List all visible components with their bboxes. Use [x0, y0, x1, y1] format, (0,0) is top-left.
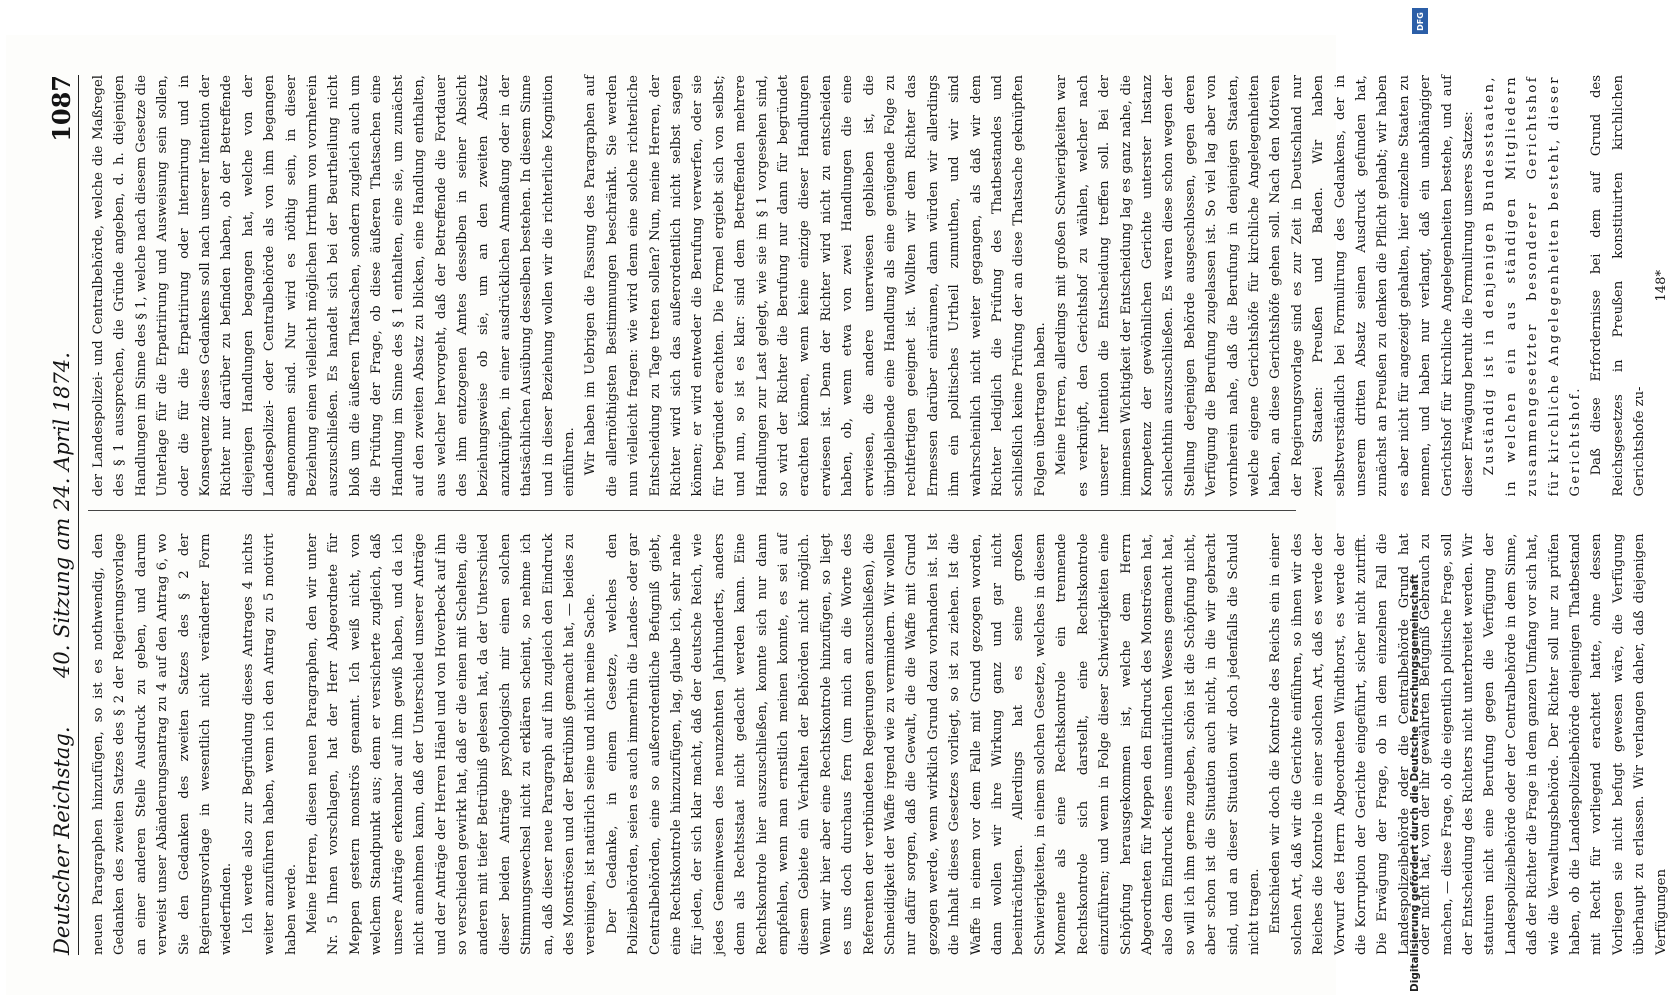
paragraph: der Landespolizei- und Centralbehörde, welche die Maßregel des § 1 aussprechen, die Gründe angeben, d. h. diejenigen Handlungen im Sinne des § 1, welche nach diesem Gesetze die Unterlage für die Erpatriirung und Ausweisung sein sollen, oder die für die Erpatriirung oder Internirung und in Konsequenz dieses Gedankens soll nach unserer Intention der Richter nur darüber zu befinden haben, ob der Betreffende diejenigen Handlungen begangen hat, welche von der Landespolizei- oder Centralbehörde als von ihm begangen angenommen sind. Nur wird es nöthig sein, in dieser Beziehung einen vielleicht möglichen Irrthum von vornherein auszuschließen. Es handelt sich bei der Beurtheilung nicht bloß um die äußeren Thatsachen, sondern zugleich auch um die Prüfung der Frage, ob diese äußeren Thatsachen eine Handlung im Sinne des § 1 enthalten, eine sie, um zunächst auf den zweiten Absatz zu blicken, eine Handlung enthalten, aus welcher hervorgeht, daß der Betreffende die Fortdauer des ihm entzogenen Amtes desselben in seiner Absicht beziehungsweise ob sie, um an den zweiten Absatz anzuknüpfen, in einer ausdrücklichen Anmaßung oder in der thatsächlichen Ausübung desselben bestehen. In diesem Sinne und in dieser Beziehung wollen wir die richterliche Kognition einführen.: [91, 75, 577, 497]
paragraph: Der Gedanke, in einem Gesetze, welches den Polizeibehörden, seien es auch immerhin die Landes- oder gar Centralbehörden, eine so außerordentliche Befugniß giebt, eine Rechtskontrole hinzuzufügen, lag, glaube ich, sehr nahe für jeden, der sich klar macht, daß der deutsche Reich, wie jedes Gemeinwesen des neunzehnten Jahrhunderts, anders denn als Rechtsstaat nicht gedacht werden kann. Eine Rechtskontrole hier auszuschließen, konnte sich nur dann empfehlen, wenn man ernstlich meinen konnte, es sei auf diesem Gebiete ein Verhalten der Behörden nicht möglich. Wenn wir hier aber eine Rechtskontrole hinzufügen, so liegt es uns doch durchaus fern (um mich an die Worte des Referenten der verbündeten Regierungen anzuschließen), die Schneidigkeit der Waffe irgend wie zu vermindern. Wir wollen nur dafür sorgen, daß die Gewalt, die die Waffe mit Grund gezogen werde, wenn wirklich Grund dazu vorhanden ist. Ist die Inhalt dieses Gesetzes vorliegt, so ist zu ziehen. Ist die Waffe in einem vor dem Falle mit Grund gezogen worden, dann wollen wir ihre Wirkung ganz und gar nicht beeinträchtigen. Allerdings hat es seine großen Schwierigkeiten, in einem solchen Gesetze, welches in diesem Momente als eine Rechtskontrole ein trennende Rechtskontrole sich darstellt, eine Rechtskontrole einzuführen; und wenn in Folge dieser Schwierigkeiten eine Schöpfung herausgekommen ist, welche dem Herrn Abgeordneten für Meppen den Eindruck des Monströsen hat, also dem Eindruck eines unnatürlichen Wesens gemacht hat, so will ich ihm gerne zugeben, schön ist die Schöpfung nicht, aber schon ist die Situation auch nicht, in die wir gebracht sind, und an dieser Situation wir doch jedenfalls die Schuld nicht tragen.: [604, 533, 1262, 955]
dfg-logo-text: DFG: [1415, 11, 1425, 31]
right-column: [88, 75, 1669, 512]
paragraph: Ich werde also zur Begründung dieses Antrages 4 nichts weiter anzuführen haben, wenn ich den Antrag zu 5 motivirt haben werde.: [240, 533, 299, 955]
page-number: 1087: [47, 75, 76, 142]
paragraph: Entschieden wir doch die Kontrole des Reichs ein in einer solchen Art, daß wir die Gerichte einführen, so ihnen wir des Reiches die Kontrole in einer solchen Art, daß es werde der Vorwurf des Herrn Abgeordneten Windthorst, es werde der die Korruption der Gerichte eingeführt, sicher nicht zutrifft. Die Erwägung der Frage, ob in dem einzelnen Fall die Landespolizeibehörde oder die Centralbehörde Grund hat oder nicht hat, von der ihr gewährten Befugniß Gebrauch zu machen, — diese Frage, ob die eigentlich politische Frage, soll der Entscheidung des Richters nicht unterbreitet werden. Wir statuiren nicht eine Berufung gegen die Verfügung der Landespolizeibehörde oder der Centralbehörde in dem Sinne, daß der Richter die Frage in dem ganzen Umfang vor sich hat, wie die Verwaltungsbehörde. Der Richter soll nur zu prüfen haben, ob die Landespolizeibehörde denjenigen Thatbestand mit Recht für vorliegend erachtet hatte, ohne dessen Vorliegen sie nicht befugt gewesen wäre, die Verfügung überhaupt zu erlassen. Wir verlangen daher, daß diejenigen Verfügungen: [1268, 533, 1669, 955]
paragraph: Daß diese Erfordernisse bei dem auf Grund des Reichsgesetzes in Preußen konstituirten kirchlichen Gerichtshofe zu-: [1589, 75, 1648, 497]
paragraph: neuen Paragraphen hinzufügen, so ist es nothwendig, den Gedanken des zweiten Satzes des § 2 der Regierungsvorlage an einer anderen Stelle Ausdruck zu geben, und darum verweist unser Abänderungsantrag zu 4 auf den Antrag 6, wo Sie den Gedanken des zweiten Satzes des § 2 der Regierungsvorlage in wesentlich nicht veränderter Form wiederfinden.: [91, 533, 235, 955]
running-head: [46, 75, 79, 955]
header-title: Deutscher Reichstag.: [50, 726, 74, 955]
dfg-logo-icon: [1412, 8, 1428, 34]
sheet-signature: 148*: [1653, 269, 1669, 302]
paragraph: Meine Herren, diesen neuen Paragraphen, den wir unter Nr. 5 Ihnen vorschlagen, hat der Herr Abgeordnete für Meppen gestern monströs genannt. Ich weiß nicht, von welchem Standpunkt aus; denn er versicherte zugleich, daß unsere Anträge erkennbar auf ihm gewiß haben, und da ich nicht annehmen kann, daß der Unterschied unserer Anträge und der Anträge der Herren Hänel und von Hoverbeck auf ihn so verschieden gewirkt hat, daß er die einen mit Schelten, die anderen mit tiefer Betrübniß gelesen hat, da der Unterschied dieser beiden Anträge psychologisch mir einen solchen Stimmungswechsel nicht zu erklären scheint, so nehme ich an, daß dieser neue Paragraph auf ihn zugleich den Eindruck des Monströsen und der Betrübniß gemacht hat, — beides zu vereinigen, ist natürlich seine und nicht meine Sache.: [305, 533, 599, 955]
paragraph: Meine Herren, allerdings mit großen Schwierigkeiten war es verknüpft, den Gerichtshof zu wählen, welcher nach unserer Intention die Entscheidung treffen soll. Bei der immensen Wichtigkeit der Entscheidung lag es ganz nahe, die Kompetenz der gewöhnlichen Gerichte unterster Instanz schlechthin auszuschließen. Es waren diese schon wegen der Stellung derjenigen Behörde ausgeschlossen, gegen deren Verfügung die Berufung zugelassen ist. So viel lag aber von vornherein nahe, daß die Berufung in denjenigen Staaten, welche eigene Gerichtshöfe für kirchliche Angelegenheiten haben, an diese Gerichtshöfe gehen soll. Nach den Motiven der Regierungsvorlage sind es zur Zeit in Deutschland nur zwei Staaten: Preußen und Baden. Wir haben selbstverständlich bei Formulirung des Gedankens, der in unserem dritten Absatz seinen Ausdruck gefunden hat, zunächst an Preußen zu denken die Pflicht gehabt; wir haben es aber nicht für angezeigt gehalten, hier einzelne Staaten zu nennen, und haben nur verlangt, daß ein unabhängiger Gerichtshof für kirchliche Angelegenheiten bestehe, und auf dieser Erwägung beruht die Formulirung unseres Satzes:: [1054, 75, 1476, 497]
digitization-notice: Digitalisierung gefördert durch die Deutsche Forschungsgemeinschaft: [1409, 574, 1421, 992]
header-session: 40. Sitzung am 24. April 1874.: [50, 352, 74, 678]
paragraph: Wir haben im Uebrigen die Fassung des Paragraphen auf die allernöthigsten Bestimmungen beschränkt. Sie werden nun vielleicht fragen: wie wird denn eine solche richterliche Entscheidung zu Tage treten sollen? Nun, meine Herren, der Richter wird sich das außerordentlich nicht selbst sagen können; er wird entweder die Berufung verwerfen, oder sie für begründet erachten. Die Formel ergiebt sich von selbst; und nun, so ist es klar: sind dem Betreffenden mehrere Handlungen zur Last gelegt, wie sie im § 1 vorgesehen sind, so wird der Richter die Berufung nur dann für begründet erachten können, wenn keine einzige dieser Handlungen erwiesen ist. Denn der Richter wird nicht zu entscheiden haben, ob, wenn etwa von zwei Handlungen die eine erwiesen, die andere unerwiesen geblieben ist, die übrigbleibende eine Handlung als eine genügende Folge zu rechtfertigen geeignet ist. Wollten wir dem Richter das Ermessen darüber einräumen, dann würden wir allerdings ihm ein politisches Urtheil zumuthen, und wir sind wahrscheinlich nicht weiter gegangen, als daß wir dem Richter lediglich die Prüfung des Thatbestandes und schließlich keine Prüfung der an diese Thatsache geknüpften Folgen übertragen haben.: [583, 75, 1048, 497]
paragraph-quote: Zuständig ist in denjenigen Bundesstaaten, in welchen ein aus ständigen Mitgliedern zusammengesetzter besonderer Gerichtshof für kirchliche Angelegenheiten besteht, dieser Gerichtshof.: [1482, 75, 1584, 497]
